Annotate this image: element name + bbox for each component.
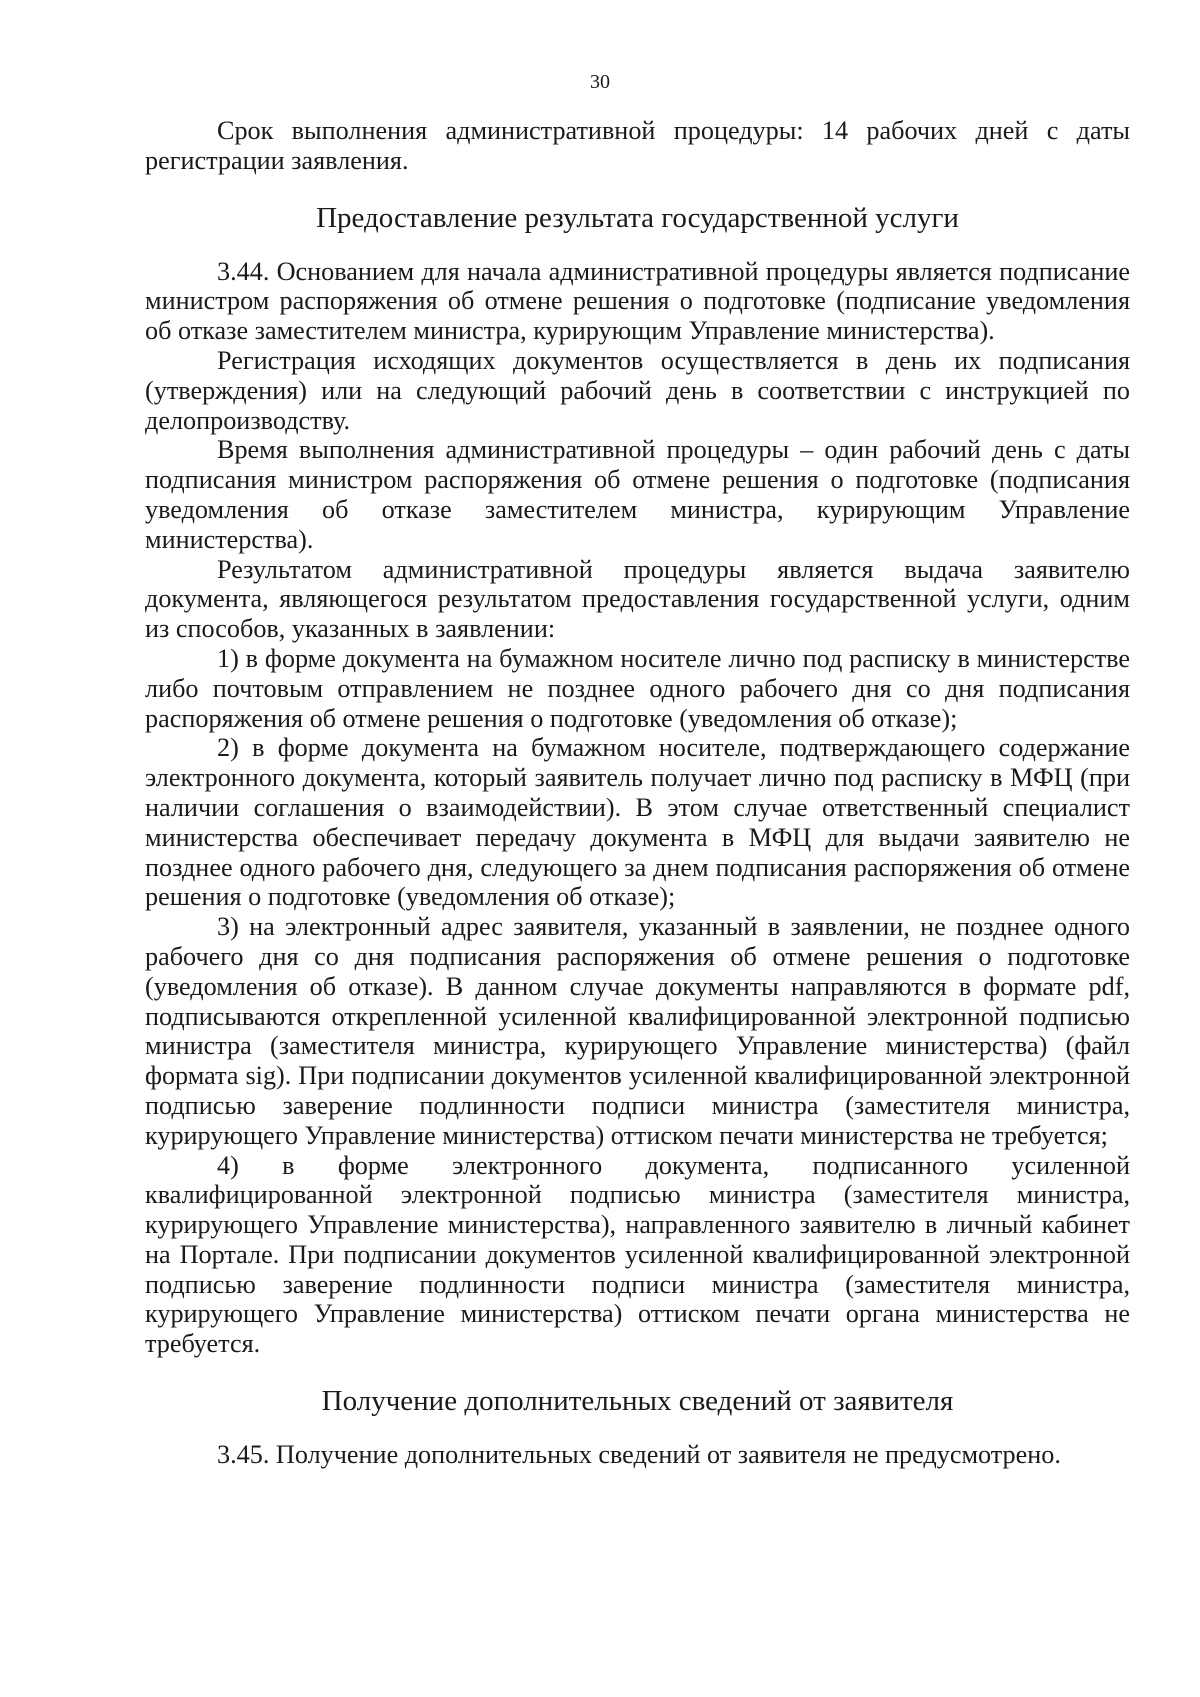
paragraph-result: Результатом административной процедуры является выдача заявителю документа, являющегося результатом предоставления государственной услуги, одним из способов, указанных в заявлении: <box>145 554 1130 644</box>
list-item-3: 3) на электронный адрес заявителя, указанный в заявлении, не позднее одного рабочего дня со дня подписания распоряжения об отмене решения о подготовке (уведомления об отказе). В данном случае документы направляются в формате pdf, подписываются открепленной усиленной квалифицированной электронной подписью министра (заместителя министра, курирующего Управление министерства) (файл формата sig). При подписании документов усиленной квалифицированной электронной подписью заверение подлинности подписи министра (заместителя министра, курирующего Управление министерства) оттиском печати министерства не требуется; <box>145 912 1130 1150</box>
section-heading-additional-info: Получение дополнительных сведений от заявителя <box>321 1385 954 1418</box>
list-item-4: 4) в форме электронного документа, подписанного усиленной квалифицированной электронной подписью министра (заместителя министра, курирующего Управление министерства), направленного заявителю в личный кабинет на Портале. При подписании документов усиленной квалифицированной электронной подписью заверение подлинности подписи министра (заместителя министра, курирующего Управление министерства) оттиском печати органа министерства не требуется. <box>145 1150 1130 1359</box>
list-item-2: 2) в форме документа на бумажном носителе, подтверждающего содержание электронного документа, который заявитель получает лично под расписку в МФЦ (при наличии соглашения о взаимодействии). В этом случае ответственный специалист министерства обеспечивает передачу документа в МФЦ для выдачи заявителю не позднее одного рабочего дня, следующего за днем подписания распоряжения об отмене решения о подготовке (уведомления об отказе); <box>145 733 1130 912</box>
paragraph-3-44: 3.44. Основанием для начала административной процедуры является подписание министром распоряжения об отмене решения о подготовке (подписание уведомления об отказе заместителем министра, курирующим Управление министерства). <box>145 256 1130 346</box>
page-number: 30 <box>590 71 610 93</box>
paragraph-term: Срок выполнения административной процедуры: 14 рабочих дней с даты регистрации заявления. <box>145 116 1130 175</box>
document-body <box>145 116 1130 1470</box>
list-item-1: 1) в форме документа на бумажном носителе лично под расписку в министерстве либо почтовым отправлением не позднее одного рабочего дня со дня подписания распоряжения об отмене решения о подготовке (уведомления об отказе); <box>145 643 1130 733</box>
paragraph-registration: Регистрация исходящих документов осуществляется в день их подписания (утверждения) или на следующий рабочий день в соответствии с инструкцией по делопроизводству. <box>145 345 1130 435</box>
paragraph-time: Время выполнения административной процедуры – один рабочий день с даты подписания министром распоряжения об отмене решения о подготовке (подписания уведомления об отказе заместителем министра, курирующим Управление министерства). <box>145 435 1130 554</box>
section-heading-result: Предоставление результата государственной услуги <box>316 201 959 234</box>
paragraph-3-45: 3.45. Получение дополнительных сведений от заявителя не предусмотрено. <box>217 1440 1061 1470</box>
